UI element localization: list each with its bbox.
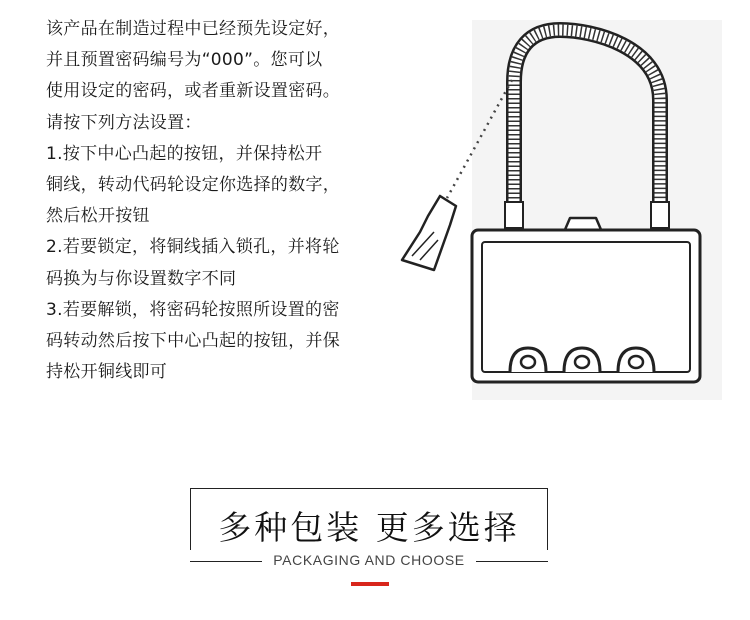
instruction-line: 码转动然后按下中心凸起的按钮，并保: [46, 331, 341, 352]
instruction-line: 请按下列方法设置：: [46, 112, 202, 133]
instruction-line: 3.若要解锁，将密码轮按照所设置的密: [46, 299, 340, 320]
cable-tip: [402, 196, 456, 270]
packaging-banner: [190, 488, 548, 566]
code-wheel-1: [521, 356, 535, 368]
instruction-line: 该产品在制造过程中已经预先设定好，: [46, 19, 341, 39]
instruction-text-block: [46, 14, 396, 388]
cable-collar-left: [505, 202, 523, 228]
instruction-line: 使用设定的密码，或者重新设置密码。: [46, 81, 341, 102]
cable-lock-illustration: [392, 20, 722, 400]
accent-bar: [351, 582, 389, 586]
banner-title: 多种包装 更多选择: [218, 508, 520, 547]
instruction-line: 码换为与你设置数字不同: [46, 268, 237, 289]
instruction-line: 2.若要锁定，将铜线插入锁孔，并将轮: [46, 237, 340, 258]
instruction-line: 并且预置密码编号为“000”。您可以: [46, 50, 323, 71]
instruction-line: 铜线，转动代码轮设定你选择的数字，: [46, 175, 341, 196]
cable-collar-right: [651, 202, 669, 228]
instruction-line: 持松开铜线即可: [46, 362, 168, 383]
code-wheel-3: [629, 356, 643, 368]
code-wheel-2: [575, 356, 589, 368]
instruction-line: 然后松开按钮: [46, 206, 150, 227]
banner-subtitle: PACKAGING AND CHOOSE: [273, 552, 465, 568]
instruction-line: 1.按下中心凸起的按钮，并保持松开: [46, 143, 323, 164]
